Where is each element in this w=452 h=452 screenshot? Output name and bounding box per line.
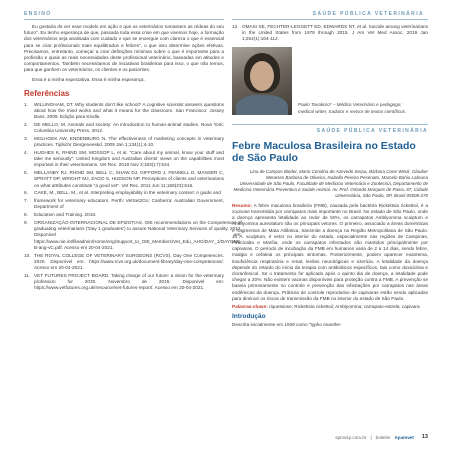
reference-item — [24, 220, 242, 251]
abstract-label: Resumo: — [232, 202, 253, 208]
header-rule-left — [24, 19, 224, 20]
author-caption — [298, 102, 406, 115]
reference-number: 7. — [24, 198, 28, 204]
reference-text: framework for veterinary educators. Perth: VetSet2Go; Canberra: Australian Government, Department of — [34, 198, 224, 210]
keywords — [232, 304, 428, 310]
reference-number: 8. — [24, 212, 28, 218]
article-affiliation: Universidade de São Paulo, Faculdade de Medicina Veterinária e Zootecnia, Departamento de Medicina Veterinária Preventiva e Saúde Animal. Av. Prof. Orlando Marques de Paiva, 87, Cidade Universitária, São Paulo, SP, Brasil 05508-270 — [233, 181, 428, 198]
reference-text: MOLHOEK AW, ENDENBURG N. The effectiveness of marketing concepts in veterinary practices. Tijdschr Diergeneeskd. 2009 Jan 1;134(1):4-10. — [34, 136, 224, 148]
reference-item — [24, 122, 224, 134]
reference-number: 9. — [24, 220, 28, 226]
footer-separator: | — [370, 434, 372, 440]
references-heading: Referências — [24, 88, 70, 98]
footer-label: boletim — [375, 434, 391, 440]
reference-list — [24, 101, 242, 292]
reference-number: 12. — [232, 24, 239, 29]
abstract-text: A febre maculosa brasileira (FMB), causada pela bactéria Rickettsia rickettsii, é a zoonose transmitida por carrapatos mais importante no Brasil. No estado de São Paulo, onde a doença apresenta letalidade ao redor de 50%, os carrapatos Amblyomma sculptum e Amblyomma aureolatum são os principais vetores. O primeiro, associado a áreas domésticas e fragmentos de Mata Atlântica, transmite a doença na Região Metropolitana de São Paulo. Já A. sculptum, é vetor no interior do estado, especialmente nas regiões de Campinas, Piracicaba e Marília, onde os carrapatos infectados são mantidos principalmente por capivaras. O período de incubação da FMB em humanos varia de 2 a 14 dias, sendo febre, mialgia e cefaleia os principais sintomas. Posteriormente, podem aparecer exantema, insuficiência respiratória e renal, lesões neurológicas e icterícia. A letalidade da doença depende do retardo do início da terapia com antibióticos específicos, tais como doxiciclina e cloranfenicol. Se o tratamento for aplicado após o quinto dia de doença, a letalidade pode chegar a 20%. Não existem vacinas disponíveis para proteção contra a FMB. A prevenção se baseia primeiramente no controle e prevenção das infestações por carrapatos nas áreas endêmicas da doença. Práticas de controle reprodutivo de capivaras estão sendo aplicadas para diminuir os riscos de transmissão da FMB no interior do estado de São Paulo. — [232, 202, 428, 301]
reference-text: MELLANBY RJ, RHIND SM, BELL C, SHAW DJ, GIFFORD J, FENNELL D, MANSER C, SPRATT DP, WRIGHT MJ, ZAGO S, HUDSON NP. Perceptions of clients and veterinarians on what attributes constitute "a good vet". Vet Rec. 2011 Jun 11;168(23):616. — [34, 170, 224, 188]
reference-number: 6. — [24, 190, 28, 196]
reference-number: 3. — [24, 136, 28, 142]
page-footer — [232, 434, 428, 440]
body-paragraph: Eu gostaria de ver esse modelo em ação e que os veterinários tomassem as rédeas do seu futuro". Eu tenho esperança de que, passada toda essa crise em que vivemos hoje, a formação dos veterinários seja analisada com cuidado e que se enxergue com clareza o que é essencial para se criar profissionais mais equilibrados e felizes", o que isso determine ações efetivas. Precisamos, entretanto, começar a criar definições mínimas sobre o que é importante para a profissão e quais as reais necessidades deste profissional veterinário, baseadas em atitudes e comportamentos. Também necessitamos de iniciativas brasileiras para isso, o que não temos, para que ganhem os veterinários, os clientes e os pacientes. — [24, 24, 224, 73]
reference-number: 2. — [24, 122, 28, 128]
reference-item — [24, 150, 224, 169]
abstract — [232, 203, 428, 302]
section-label: SAÚDE PÚBLICA VETERINÁRIA — [232, 124, 428, 134]
reference-text: THE ROYAL COLLEGE OF VETERINARY SURGEONS (RCVS). Day One Competences. 2020. Disponível em: https://www.rcvs.org.uk/document-library/day-one-competences/. Acesso em 20-04-2021. — [34, 252, 224, 271]
body-paragraph: Essa é a minha expectativa. Essa é minha esperança. — [32, 76, 145, 82]
article-title: Febre Maculosa Brasileira no Estado de São Paulo — [232, 139, 416, 164]
reference-text: OMASI SE, FECHTER-LEGGETT ED, EDWARDS NT, et al. Suicide among veterinarians in the United States from 1979 through 2015. J Am Vet Med Assoc. 2019 Jan 1;254(1):104-112. — [242, 24, 428, 42]
reference-number: 11. — [24, 272, 31, 278]
reference-text: DE MELLO, M. Animals and society: An introduction to human-animal studies. Nova York: Columbia University Press, 2012. — [34, 122, 224, 134]
reference-item — [24, 136, 224, 148]
author-bio — [232, 47, 428, 115]
author-photo — [232, 47, 292, 115]
introduction-text: Descrita inicialmente em 1929 como "typho exanthe- — [232, 322, 342, 328]
reference-item — [24, 198, 224, 210]
reference-number: 10. — [24, 252, 31, 258]
author-name: Paulo Tavakoro* – Médico Veterinário e pedagogo; — [298, 101, 402, 107]
reference-number: 1. — [24, 101, 28, 107]
page-number: 13 — [421, 434, 428, 440]
reference-text: VET FUTURES PROJECT BOARD. Taking charge of our future: a vision for the veterinary profession for 2030. Novembro de 2015. Disponível em: https://www.vetfutures.org.uk/resource/vet-futures-report/. Acesso em 20-04-2021. — [34, 272, 224, 291]
reference-item — [24, 212, 224, 218]
running-header-right: SAÚDE PÚBLICA VETERINÁRIA — [312, 11, 424, 17]
reference-item — [232, 24, 428, 43]
reference-item — [24, 273, 224, 292]
reference-text: Education and Training. 2018. — [34, 212, 97, 218]
right-column — [232, 24, 428, 329]
reference-text: HUGHES K, RHIND SM, MOSSOP L, et al. "Care about my animal, know your stuff and take me seriously": United Kingdom and Australian clients' views on the capabilities most important in their veterinarians. Vet Rec. 2018 Nov 3;183(17):534. — [34, 150, 224, 168]
article-authors: Lina de Campos Binder, Mario Corolina de Azevedo Serpa, Bárbara Cone Weck, Glauber Meneses Barbosa de Oliveira, Isabella Pereira Pesenato, Marcelo Bahia Labruna — [249, 168, 428, 180]
keywords-text: riquetsiose; Rickettsia rickettsii; Amblyomma; carrapato-estrela; capivara — [269, 304, 420, 310]
author-role: medical writer, tradutor e revisor de textos científicos. — [298, 108, 407, 114]
keywords-label: Palavras-chave: — [232, 304, 268, 310]
reference-number: 4. — [24, 150, 28, 156]
left-column — [24, 24, 242, 293]
running-header-left: ENSINO — [24, 11, 52, 17]
reference-item — [24, 102, 224, 121]
introduction-heading: Introdução — [232, 313, 266, 321]
reference-text: WILLINGHAM, DT. Why students don't like school? A cognitive scientist answers questions about how the mind works and what it means for the classroom. San Francisco: Jossey Bass, 2009. Edição para Kindle. — [34, 101, 224, 120]
reference-item — [24, 190, 224, 196]
reference-number: 5. — [24, 170, 28, 176]
reference-item — [24, 253, 224, 272]
footer-brand: Apamvet — [394, 434, 414, 440]
reference-text: ORGANIZAÇÃO INTERNACIONAL DE EPIZOTIAS. OIE recommendations on the Competences of graduating veterinarians ('Day 1 graduates') to assure National Veterinary Services of quality. 2012. Disponível em: https://www.oie.int/fileadmin/Home/eng/Support_to_OIE_Members/Vet_Edu_AHG/DAY_1/DAYONE-B-ang-vC.pdf. Acesso em 20-04-2021. — [34, 220, 242, 250]
reference-text: CAKE, M., BELL, M., et al. Interpreting employability in the veterinary context: A guide and — [34, 190, 221, 196]
header-rule-right — [232, 19, 428, 20]
footer-site: spmvsp.com.br — [335, 434, 367, 440]
reference-item — [24, 170, 224, 189]
